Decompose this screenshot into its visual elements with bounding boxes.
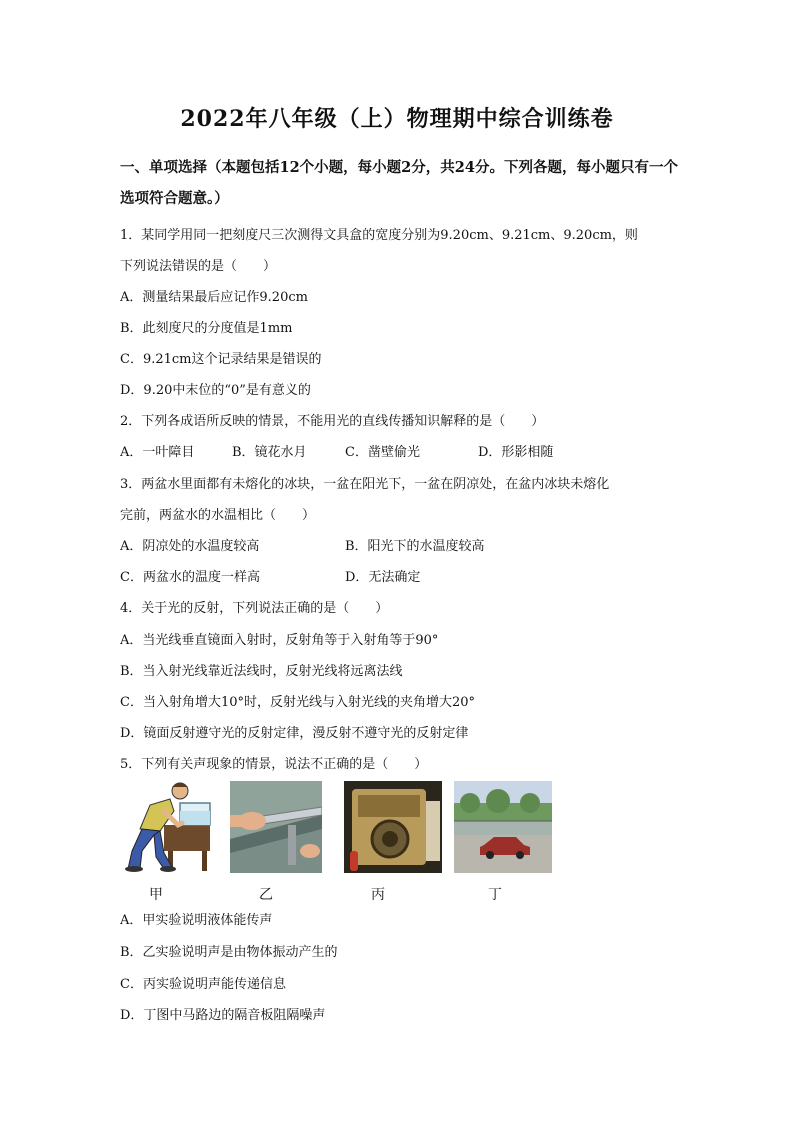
q5-option-b: B．乙实验说明声是由物体振动产生的 — [120, 945, 338, 960]
q3-option-d: D．无法确定 — [345, 570, 421, 585]
q1-option-b: B．此刻度尺的分度值是1mm — [120, 321, 293, 336]
q4-option-a: A．当光线垂直镜面入射时，反射角等于入射角等于90° — [120, 633, 439, 648]
q3-stem-line1: 3．两盆水里面都有未熔化的冰块，一盆在阳光下，一盆在阴凉处，在盆内冰块未熔化 — [120, 477, 610, 492]
figure-jia-image — [120, 781, 216, 873]
q3-option-c: C．两盆水的温度一样高 — [120, 570, 260, 585]
q1-option-d: D．9.20中末位的“0”是有意义的 — [120, 383, 311, 398]
q4-option-c: C．当入射角增大10°时，反射光线与入射光线的夹角增大20° — [120, 695, 476, 710]
q3-option-a: A．阴凉处的水温度较高 — [120, 539, 260, 554]
figure-caption-bing: 丙 — [371, 887, 385, 903]
q5-option-a: A．甲实验说明液体能传声 — [120, 913, 273, 928]
q2-stem: 2．下列各成语所反映的情景，不能用光的直线传播知识解释的是（ ） — [120, 414, 545, 429]
q2-option-b: B．镜花水月 — [232, 445, 307, 460]
q1-stem-line1: 1．某同学用同一把刻度尺三次测得文具盒的宽度分别为9.20cm、9.21cm、9.20cm，则 — [120, 228, 638, 243]
q4-stem: 4．关于光的反射，下列说法正确的是（ ） — [120, 601, 389, 616]
page-title: 2022年八年级（上）物理期中综合训练卷 — [180, 106, 614, 132]
figure-caption-yi: 乙 — [259, 887, 273, 903]
q1-option-a: A．测量结果最后应记作9.20cm — [120, 290, 308, 305]
figure-yi-image — [230, 781, 322, 873]
q3-option-b: B．阳光下的水温度较高 — [345, 539, 485, 554]
q2-option-d: D．形影相随 — [478, 445, 554, 460]
q1-option-c: C．9.21cm这个记录结果是错误的 — [120, 352, 322, 367]
q2-option-c: C．凿壁偷光 — [345, 445, 420, 460]
q5-stem: 5．下列有关声现象的情景，说法不正确的是（ ） — [120, 757, 428, 772]
figure-caption-ding: 丁 — [488, 887, 502, 903]
figure-ding-image — [454, 781, 552, 873]
section-heading: 一、单项选择（本题包括12个小题，每小题2分，共24分。下列各题，每小题只有一个选项符合题意。） — [120, 159, 678, 207]
q4-option-b: B．当入射光线靠近法线时，反射光线将远离法线 — [120, 664, 403, 679]
figure-caption-jia: 甲 — [149, 887, 163, 903]
q2-option-a: A．一叶障目 — [120, 445, 195, 460]
q1-stem-line2: 下列说法错误的是（ ） — [120, 259, 277, 274]
q5-option-d: D．丁图中马路边的隔音板阻隔噪声 — [120, 1008, 326, 1023]
q3-stem-line2: 完前，两盆水的水温相比（ ） — [120, 508, 316, 523]
q5-option-c: C．丙实验说明声能传递信息 — [120, 977, 286, 992]
q4-option-d: D．镜面反射遵守光的反射定律，漫反射不遵守光的反射定律 — [120, 726, 469, 741]
figure-bing-image — [344, 781, 442, 873]
